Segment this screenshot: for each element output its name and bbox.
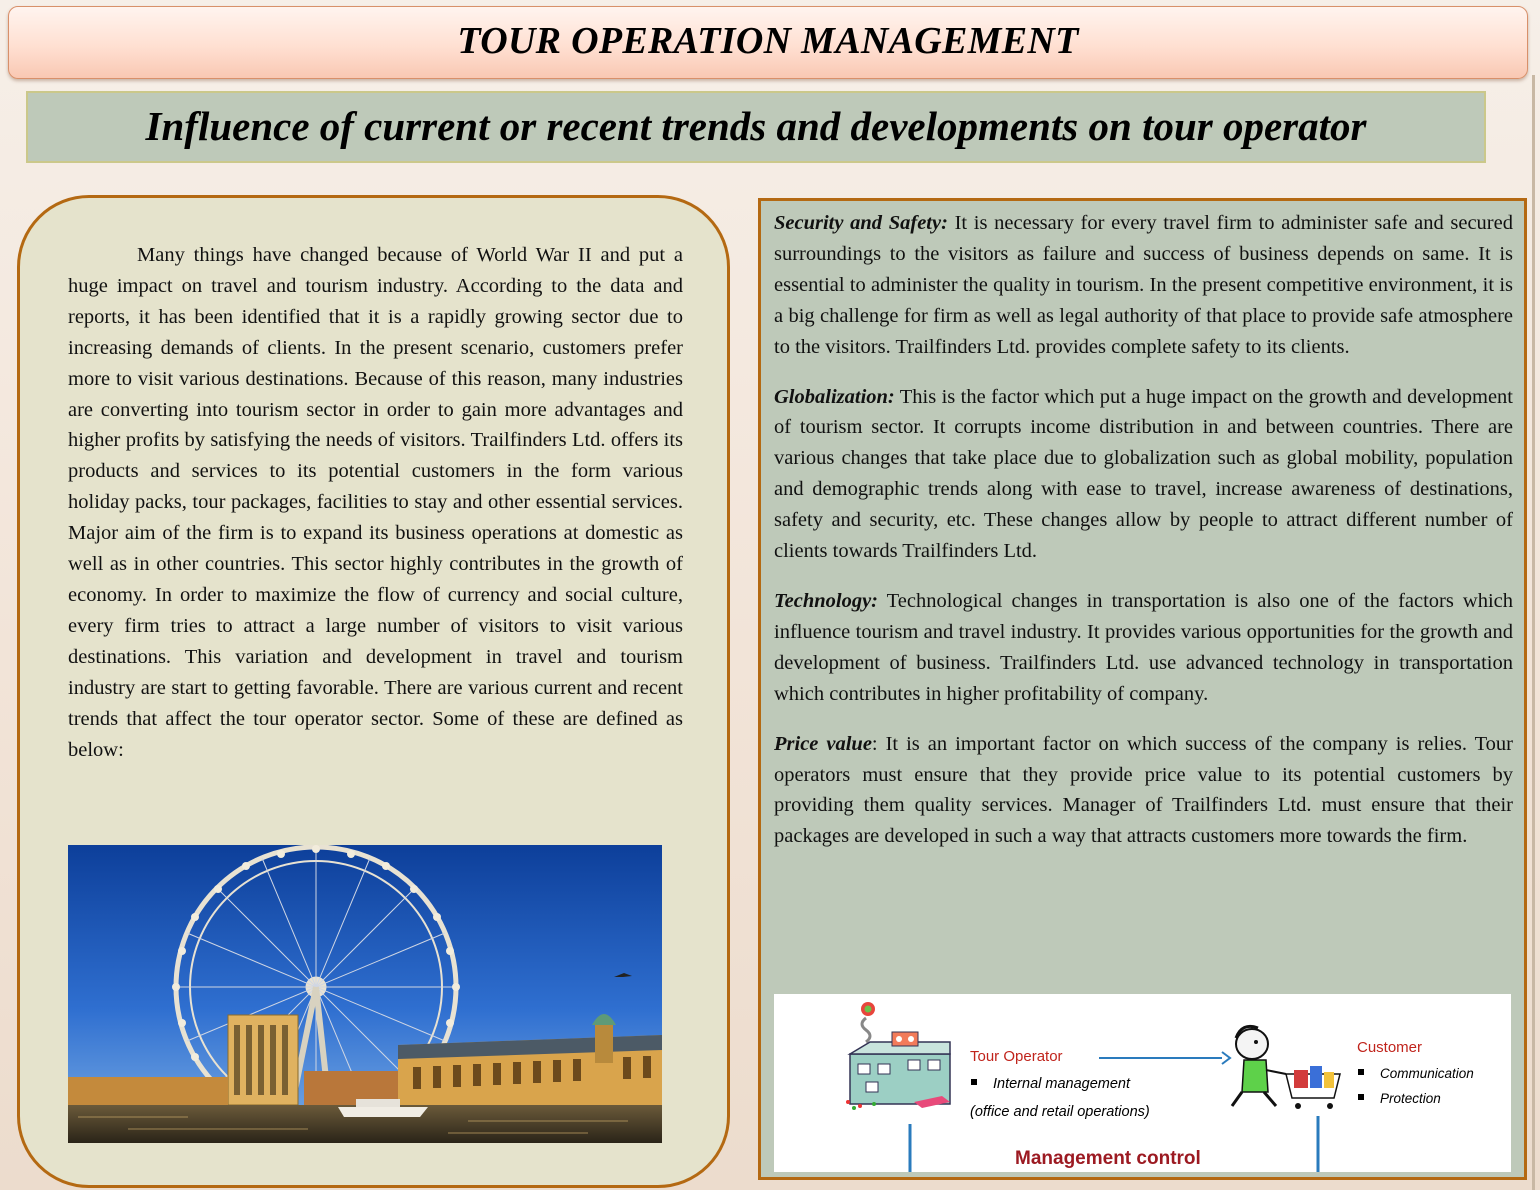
london-eye-photo (68, 845, 662, 1143)
bullet-icon (971, 1079, 977, 1085)
page-header-banner (8, 6, 1528, 79)
trend-description: It is necessary for every travel firm to administer safe and secured surroundings to the visitors as failure and success of business depends on same. It is essential to administer the quality in tourism. In the present competitive environment, it is a big challenge for firm as well as legal authority of that place to provide safe atmosphere to the visitors. Trailfinders Ltd. provides complete safety to its clients. (774, 212, 1513, 358)
internal-management-item (971, 1076, 1130, 1092)
page-title: TOUR OPERATION MANAGEMENT (457, 19, 1079, 62)
trend-term: Price value (774, 732, 872, 755)
section-heading: Influence of current or recent trends and developments on tour operator (145, 103, 1367, 149)
shopper-cart-icon (1232, 1026, 1340, 1109)
bullet-icon (1358, 1094, 1364, 1100)
page-edge-line (1532, 75, 1535, 1190)
trends-list (774, 208, 1513, 871)
protection-label: Protection (1380, 1091, 1441, 1106)
trend-price-value (774, 729, 1513, 853)
trend-term: Technology: (774, 589, 879, 612)
diagram-graphics (774, 994, 1511, 1172)
trend-description: Technological changes in transportation is also one of the factors which influence tourism and travel industry. It provides various opportunities for the growth and development of business. Trailfinders Ltd. use advanced technology in transportation which contributes in higher profitability of company. (774, 589, 1513, 705)
trend-description: This is the factor which put a huge impact on the growth and development of tourism sector. It corrupts income distribution in and between countries. There are various changes that take place due to globalization such as global mobility, population and demographic trends along with ease to travel, increase awareness of destinations, safety and security, etc. These changes allow by people to attract different number of clients towards Trailfinders Ltd. (774, 385, 1513, 563)
intro-panel (17, 195, 730, 1188)
trend-technology (774, 586, 1513, 710)
management-control-label: Management control (1015, 1148, 1201, 1169)
trend-security (774, 208, 1513, 363)
trend-term: Globalization: (774, 385, 895, 408)
subtitle-banner (26, 91, 1486, 163)
tour-operator-label: Tour Operator (970, 1048, 1063, 1065)
internal-management-label: Internal management (993, 1076, 1131, 1092)
trend-globalization (774, 382, 1513, 567)
bullet-icon (1358, 1069, 1364, 1075)
communication-item (1358, 1066, 1474, 1081)
trend-term: Security and Safety: (774, 212, 948, 234)
office-retail-label: (office and retail operations) (970, 1104, 1150, 1120)
office-building-icon (846, 1002, 950, 1110)
protection-item (1358, 1091, 1441, 1106)
intro-paragraph: Many things have changed because of World War II and put a huge impact on travel and tourism industry. According to the data and reports, it has been identified that it is a rapidly growing sector due to increasing demands of clients. In the present scenario, customers prefer more to visit various destinations. Because of this reason, many industries are converting into tourism sector in order to gain more advantages and higher profits by satisfying the needs of visitors. Trailfinders Ltd. offers its products and services to its potential customers in the form various holiday packs, tour packages, facilities to stay and other essential services. Major aim of the firm is to expand its business operations at domestic as well as in other countries. This sector highly contributes in the growth of economy. In order to maximize the flow of currency and social culture, every firm tries to attract a large number of visitors to visit various destinations. This variation and development in travel and tourism industry are start to getting favorable. There are various current and recent trends that affect the tour operator sector. Some of these are defined as below: (68, 244, 683, 761)
communication-label: Communication (1380, 1066, 1474, 1081)
trend-description: : It is an important factor on which success of the company is relies. Tour operators must ensure that they provide price value to its potential customers by providing them quality services. Manager of Trailfinders Ltd. must ensure that their packages are developed in such a way that attracts customers more towards the firm. (774, 732, 1513, 848)
management-control-diagram (774, 994, 1511, 1172)
trends-panel (758, 198, 1527, 1180)
customer-label: Customer (1357, 1039, 1423, 1056)
